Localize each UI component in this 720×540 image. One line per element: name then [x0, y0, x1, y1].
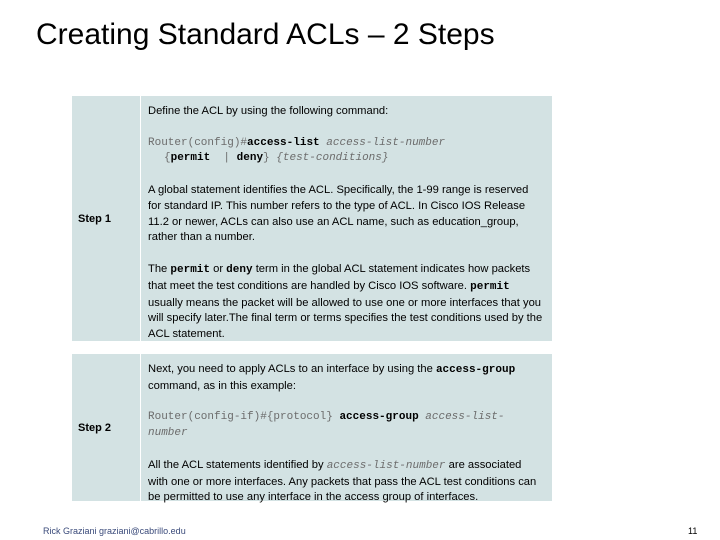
step2-p-arg: access-list-number	[326, 459, 446, 472]
step1-cmd2-close: }	[263, 152, 270, 165]
step1-p2-permit: permit	[170, 263, 210, 276]
step1-paragraph-1: A global statement identifies the ACL. Specifically, the 1-99 range is reserved for standard IP. This number refers to the type of ACL. In Cisco IOS Release 11.2 or newer, ACLs can also use an ACL name, such as education_group, rather than a number.	[148, 183, 529, 244]
step2-cmd-prompt: Router(config-if)#{protocol}	[148, 411, 333, 424]
step1-command	[148, 136, 544, 152]
step1-cmd2-arg: {test-conditions}	[276, 152, 389, 165]
step1-label: Step 1	[72, 96, 141, 341]
step2-row	[72, 354, 552, 504]
step1-cmd-arg: access-list-number	[326, 136, 446, 149]
step1-p2-end: usually means the packet will be allowed to use one or more interfaces that you will specify later.The final term or terms specifies the test conditions used by the ACL statement.	[148, 296, 543, 341]
step1-p2-deny: deny	[226, 263, 253, 276]
page-number: 11	[688, 526, 698, 536]
step2-label: Step 2	[72, 354, 141, 501]
step1-cmd2-deny: deny	[236, 152, 264, 165]
step1-p2-or: or	[213, 262, 224, 275]
step1-command-line2	[148, 151, 544, 167]
footer-credit: Rick Graziani graziani@cabrillo.edu	[43, 526, 186, 536]
step1-row	[72, 96, 552, 341]
step2-cmd-keyword: access-group	[339, 411, 419, 424]
step1-cmd2-permit: permit	[170, 152, 211, 165]
step2-content	[141, 354, 552, 504]
step2-paragraph	[148, 458, 544, 506]
step1-cmd-prompt: Router(config)#	[148, 136, 248, 149]
step1-p2-permit2: permit	[470, 280, 510, 293]
step1-p2-pre: The	[148, 262, 168, 275]
step1-cmd2-open: {	[164, 152, 171, 165]
slide-title: Creating Standard ACLs – 2 Steps	[36, 18, 495, 51]
step2-command	[148, 410, 544, 442]
step1-cmd2-pipe: |	[223, 152, 231, 165]
step2-cmd-arg: access-list-number	[148, 411, 505, 440]
step1-paragraph-2	[148, 262, 544, 343]
step1-intro: Define the ACL by using the following command:	[148, 105, 389, 117]
step1-content	[141, 96, 552, 341]
step2-intro-post: command, as in this example:	[148, 379, 296, 392]
step2-intro	[148, 362, 544, 395]
step1-p2-mid: term in the global ACL statement indicates how packets that meet the test conditions are handled by Cisco IOS software.	[148, 262, 531, 292]
step1-cmd-keyword: access-list	[247, 136, 320, 149]
step2-p-pre: All the ACL statements identified by	[148, 458, 324, 471]
step2-intro-pre: Next, you need to apply ACLs to an interface by using the	[148, 363, 433, 375]
step2-p-post: are associated with one or more interfaces. Any packets that pass the ACL test conditions can be permitted to use any interface in the access group of interfaces.	[148, 458, 537, 504]
step2-intro-cmd: access-group	[435, 364, 516, 376]
